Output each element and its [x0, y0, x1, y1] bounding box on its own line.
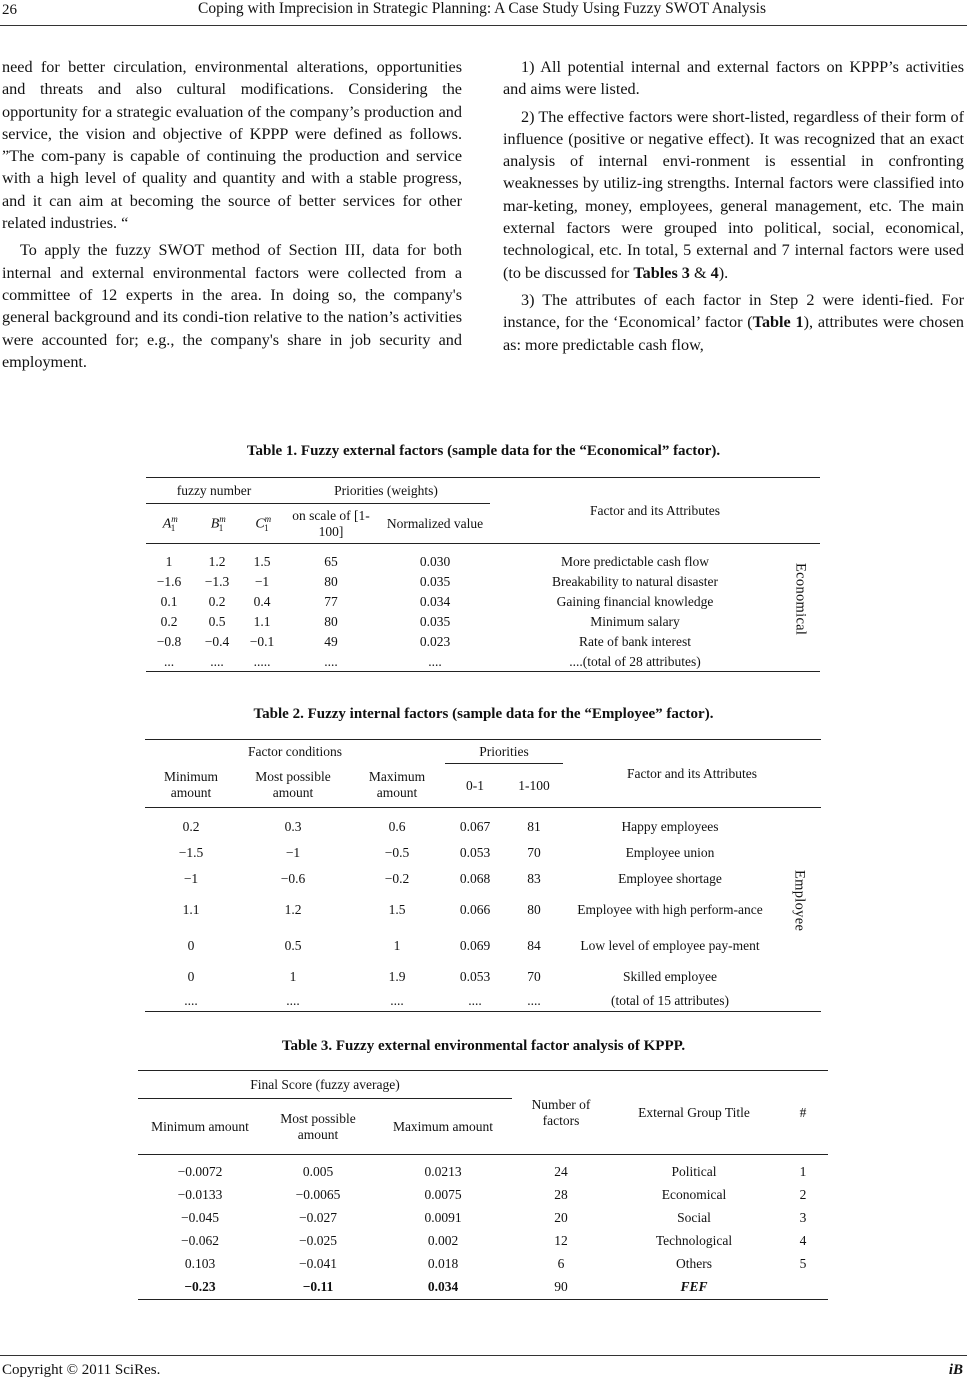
cell: 0.069	[459, 938, 491, 953]
cell: −0.23	[138, 1276, 262, 1300]
cell: Political	[671, 1164, 717, 1180]
cell: 0	[187, 938, 195, 953]
cell: 80	[324, 574, 338, 589]
table1-caption: Table 1. Fuzzy external factors (sample data for the “Economical” factor).	[246, 443, 721, 459]
cell: ....	[145, 990, 237, 1012]
cell: −0.1	[249, 634, 275, 649]
table-row	[146, 612, 820, 632]
cell: 0.066	[459, 902, 491, 917]
cell	[777, 990, 821, 1012]
cell: 1	[799, 1164, 807, 1180]
cell: 6	[557, 1256, 565, 1271]
table1-col-scale: on scale of [1-100]	[282, 504, 380, 544]
right-paragraph-3-text: 3) The attributes of each factor in Step 2 were identi-fied. For instance, for the ‘Economical’ factor (	[503, 290, 964, 332]
cell: −0.0072	[177, 1164, 223, 1180]
cell: 0.1	[160, 594, 178, 609]
table3-group-final: Final Score (fuzzy average)	[138, 1071, 512, 1099]
cell: 0.0091	[424, 1210, 462, 1225]
cell: Economical	[661, 1187, 727, 1202]
cell: 65	[324, 553, 338, 569]
cell: FEF	[610, 1276, 778, 1300]
table1-col-c: $C^m_1$	[242, 504, 282, 544]
cell: 28	[554, 1187, 568, 1202]
table-row	[145, 840, 821, 866]
cell: 1.1	[253, 614, 271, 629]
cell: ....	[282, 652, 380, 672]
cell: 0.6	[388, 819, 406, 835]
right-paragraph-3-end: ), attributes were chosen as: more predictable cash flow,	[503, 313, 965, 354]
table1-group-priorities: Priorities (weights)	[282, 478, 490, 504]
right-paragraph-2-end: ).	[718, 263, 729, 282]
cell: 4	[799, 1233, 807, 1248]
left-paragraph-2: To apply the fuzzy SWOT method of Section III, data for both internal and external environmental factors were collected from a committee of 12 experts in the area. In doing so, the company's general background and its condi-tion relative to the nation’s activities were accounted for; e.g., the company's share in job security and employment.	[2, 241, 462, 371]
right-paragraph-2	[503, 106, 964, 284]
table2-col-min: Minimum amount	[145, 764, 237, 808]
cell: −0.8	[156, 634, 182, 649]
cell: ....(total of 28 attributes)	[490, 652, 780, 672]
table2	[145, 739, 821, 1012]
table1	[146, 477, 820, 672]
left-paragraph-1: need for better circulation, environmental alterations, opportunities and threats and also cultural modifications. Considering the opportunity for a strategic evaluation of the company’s production and service, the vision and objective of KPPP were defined as follows. ”The com-pany is capable of continuing the production and service with a high level of quality and quantity and with a stable progress, and it can aim at becoming the source of better services for other related industries. “	[2, 58, 462, 233]
cell: 0.4	[253, 594, 271, 609]
cell: −0.0065	[295, 1187, 341, 1202]
table3-col-hash: #	[778, 1071, 828, 1155]
cell: Employee with high perform-ance	[577, 902, 763, 917]
table-row	[146, 632, 820, 652]
table3-header-row-1	[138, 1071, 828, 1099]
cell: −0.2	[384, 871, 410, 886]
table-row	[146, 544, 820, 572]
cell: 1	[393, 938, 401, 953]
cell: −0.025	[299, 1233, 337, 1248]
right-paragraph-3	[503, 289, 964, 356]
table-row	[145, 928, 821, 964]
table3-total-row	[138, 1276, 828, 1300]
cell: −0.045	[181, 1210, 219, 1225]
table1-header-row-1	[146, 478, 820, 504]
cell: Social	[677, 1210, 711, 1225]
cell: 1.9	[388, 969, 406, 984]
table-row	[138, 1155, 828, 1184]
cell: Happy employees	[621, 819, 719, 835]
cell: −0.11	[262, 1276, 374, 1300]
cell: −1.3	[204, 574, 230, 589]
cell: (total of 15 attributes)	[563, 990, 777, 1012]
table-ref-1[interactable]: Table 1	[752, 313, 804, 332]
table-row	[145, 808, 821, 840]
right-paragraph-2-text: 2) The effective factors were short-listed, regardless of their form of influence (positive or negative effect). It was recognized that an exact analysis of internal envi-ronment is essential in confronting weaknesses by utiliz-ing strengths. Internal factors were classified into mar-keting, money, employees, general management, etc. The main external factors were grouped into political, social, economical, technological, etc. In total, 5 external and 7 internal factors were used (to be discussed for	[503, 107, 964, 282]
table2-col-max: Maximum amount	[349, 764, 445, 808]
table3	[138, 1070, 828, 1300]
table-ref-3[interactable]: Tables 3	[633, 263, 690, 282]
ampersand: &	[689, 263, 711, 282]
cell: 1.2	[208, 553, 226, 569]
cell: ....	[445, 990, 505, 1012]
table2-group-priorities: Priorities	[445, 740, 563, 764]
cell: Rate of bank interest	[578, 634, 692, 649]
copyright: Copyright © 2011 SciRes.	[2, 1362, 161, 1378]
left-column	[2, 56, 462, 373]
cell: Minimum salary	[590, 614, 680, 629]
cell: 90	[512, 1276, 610, 1300]
cell: −1	[183, 871, 199, 886]
cell: 3	[799, 1210, 807, 1225]
cell: Skilled employee	[622, 969, 718, 984]
cell: 1.5	[253, 553, 271, 569]
table1-col-b: $B^m_1$	[192, 504, 242, 544]
cell: 0.035	[419, 574, 451, 589]
table2-header-row-1	[145, 740, 821, 764]
cell: 0.2	[160, 614, 178, 629]
cell: 83	[527, 871, 541, 886]
cell: 70	[527, 845, 541, 860]
table-row	[146, 652, 820, 672]
cell: 2	[799, 1187, 807, 1202]
cell: 0.035	[419, 614, 451, 629]
table3-caption: Table 3. Fuzzy external environmental factor analysis of KPPP.	[281, 1038, 686, 1054]
cell: 1.2	[284, 902, 302, 917]
table3-col-most: Most possible amount	[262, 1099, 374, 1155]
cell: 70	[527, 969, 541, 984]
cell: Others	[676, 1256, 712, 1271]
cell: ....	[237, 990, 349, 1012]
cell: −0.062	[181, 1233, 219, 1248]
cell: More predictable cash flow	[560, 553, 710, 569]
cell: 12	[554, 1233, 568, 1248]
table-row	[138, 1253, 828, 1276]
cell: Low level of employee pay-ment	[580, 938, 760, 953]
cell: 0.5	[284, 938, 302, 953]
cell: 0.0075	[424, 1187, 462, 1202]
cell: ....	[505, 990, 563, 1012]
footer-rule	[0, 1355, 967, 1356]
table2-group-conditions: Factor conditions	[145, 740, 445, 764]
cell: 0.2	[182, 819, 200, 835]
table2-group-label: Employee	[791, 869, 808, 931]
cell: −0.6	[280, 871, 306, 886]
table1-col-norm: Normalized value	[380, 504, 490, 544]
table-row	[146, 572, 820, 592]
cell: 24	[554, 1164, 568, 1180]
running-title: Coping with Imprecision in Strategic Planning: A Case Study Using Fuzzy SWOT Analysis	[197, 0, 767, 17]
table3-col-min: Minimum amount	[138, 1099, 262, 1155]
cell: 1	[165, 553, 173, 569]
cell: ....	[380, 652, 490, 672]
table3-col-num: Number of factors	[512, 1071, 610, 1155]
cell: 0.5	[208, 614, 226, 629]
table1-col-factor: Factor and its Attributes	[490, 478, 820, 544]
journal-logo: iB	[948, 1362, 963, 1378]
cell: 20	[554, 1210, 568, 1225]
cell: ....	[349, 990, 445, 1012]
cell: 5	[799, 1256, 807, 1271]
cell: −0.5	[384, 845, 410, 860]
table3-col-title: External Group Title	[610, 1071, 778, 1155]
cell: 0.067	[459, 819, 491, 835]
table-row	[145, 990, 821, 1012]
cell: 81	[527, 819, 541, 835]
cell: −0.0133	[177, 1187, 223, 1202]
cell: Gaining financial knowledge	[556, 594, 714, 609]
table-row	[146, 592, 820, 612]
cell	[778, 1276, 828, 1300]
cell: 80	[527, 902, 541, 917]
right-paragraph-1: 1) All potential internal and external factors on KPPP’s activities and aims were listed.	[503, 58, 964, 99]
cell: 0.0213	[424, 1164, 462, 1180]
table3-col-max: Maximum amount	[374, 1099, 512, 1155]
cell: Technological	[655, 1233, 733, 1248]
table2-col-most: Most possible amount	[237, 764, 349, 808]
cell: 0.034	[374, 1276, 512, 1300]
cell: 1.5	[388, 902, 406, 917]
table2-col-100: 1-100	[505, 764, 563, 808]
cell: 0.053	[459, 845, 491, 860]
table2-caption: Table 2. Fuzzy internal factors (sample data for the “Employee” factor).	[253, 706, 714, 722]
table-row	[145, 866, 821, 892]
cell: −1	[285, 845, 301, 860]
table-row	[145, 964, 821, 990]
cell: 77	[324, 594, 338, 609]
cell: 0.3	[284, 819, 302, 835]
table-row	[138, 1230, 828, 1253]
cell: −1.6	[156, 574, 182, 589]
cell: −1.5	[178, 845, 204, 860]
cell: 0.018	[427, 1256, 459, 1271]
table-row	[145, 892, 821, 928]
cell: ...	[146, 652, 192, 672]
cell: −0.041	[299, 1256, 337, 1271]
page-number: 26	[2, 2, 17, 18]
cell: 80	[324, 614, 338, 629]
cell: −0.4	[204, 634, 230, 649]
cell: 0.005	[302, 1164, 334, 1180]
cell: −1	[254, 574, 270, 589]
cell: Breakability to natural disaster	[551, 574, 719, 589]
table1-group-label: Economical	[792, 563, 809, 636]
cell: 0.002	[427, 1233, 459, 1248]
cell: ....	[192, 652, 242, 672]
table2-col-01: 0-1	[445, 764, 505, 808]
cell: .....	[242, 652, 282, 672]
cell: 1.1	[182, 902, 200, 917]
table2-col-factor: Factor and its Attributes	[563, 740, 821, 808]
table1-col-a: $A^m_1$	[146, 504, 192, 544]
table-row	[138, 1184, 828, 1207]
table1-group-fuzzy: fuzzy number	[146, 478, 282, 504]
cell: 0.068	[459, 871, 491, 886]
cell: 0.103	[184, 1256, 216, 1271]
table-row	[138, 1207, 828, 1230]
right-column	[503, 56, 964, 356]
cell: 84	[527, 938, 541, 953]
cell: 0.053	[459, 969, 491, 984]
cell: 1	[289, 969, 297, 984]
cell: Employee union	[625, 845, 715, 860]
cell: 0	[187, 969, 195, 984]
cell	[780, 652, 820, 672]
header-rule	[0, 25, 967, 26]
cell: 0.030	[419, 553, 451, 569]
table-ref-4[interactable]: 4	[710, 263, 719, 282]
cell: 0.2	[208, 594, 226, 609]
cell: Employee shortage	[618, 871, 722, 886]
cell: 0.034	[419, 594, 451, 609]
cell: 49	[324, 634, 338, 649]
cell: 0.023	[419, 634, 451, 649]
cell: −0.027	[299, 1210, 337, 1225]
